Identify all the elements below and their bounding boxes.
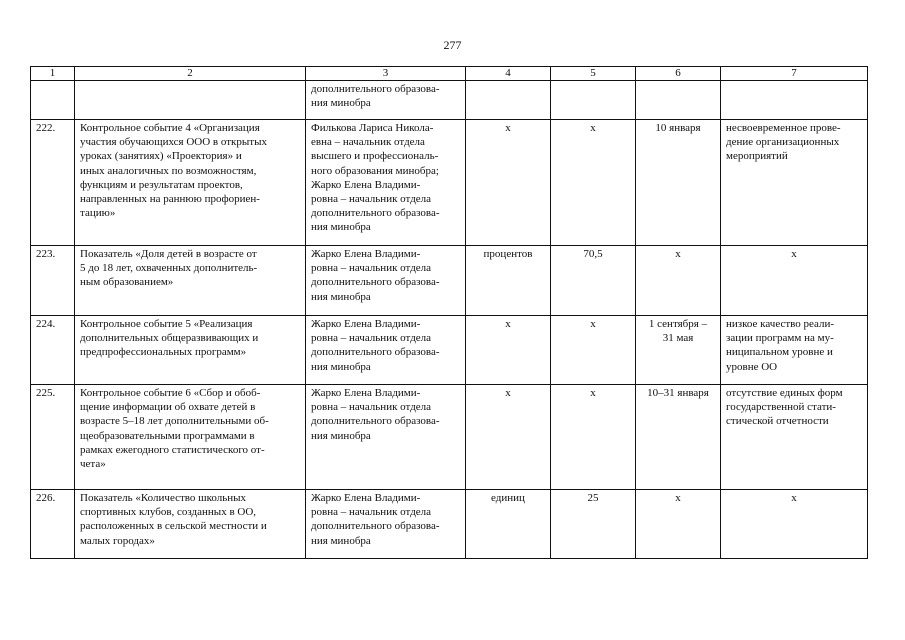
- unit: х: [466, 316, 551, 385]
- deadline: х: [636, 246, 721, 316]
- row-number: 224.: [31, 316, 75, 385]
- column-header-6: 6: [636, 67, 721, 81]
- page-number: 277: [443, 38, 462, 52]
- responsible-person: Жарко Елена Владими- ровна – начальник отдела дополнительного образова- ния минобра: [306, 385, 466, 490]
- deadline: [636, 81, 721, 120]
- value: [551, 81, 636, 120]
- event-name: Контрольное событие 6 «Сбор и обоб- щение информации об охвате детей в возрасте 5–18 лет дополнительными об- щеобразовательными программами в рамках ежегодного статистического от- чета»: [75, 385, 306, 490]
- column-header-5: 5: [551, 67, 636, 81]
- event-name: Контрольное событие 4 «Организация участия обучающихся ООО в открытых уроках (занятиях) «Проектория» и иных аналогичных по возможностям, функциям и результатам проектов, направленных на раннюю профориен- тацию»: [75, 120, 306, 246]
- row-number: 226.: [31, 490, 75, 559]
- plan-table: [30, 66, 868, 559]
- column-header-2: 2: [75, 67, 306, 81]
- table-row: [31, 490, 868, 559]
- column-header-1: 1: [31, 67, 75, 81]
- event-name: Показатель «Количество школьных спортивных клубов, созданных в ОО, расположенных в сельской местности и малых городах»: [75, 490, 306, 559]
- event-name: Контрольное событие 5 «Реализация дополнительных общеразвивающих и предпрофессиональных программ»: [75, 316, 306, 385]
- responsible-person: Жарко Елена Владими- ровна – начальник отдела дополнительного образова- ния минобра: [306, 490, 466, 559]
- value: 70,5: [551, 246, 636, 316]
- row-number: 222.: [31, 120, 75, 246]
- table-row: [31, 120, 868, 246]
- continuation-row: [31, 81, 868, 120]
- unit: [466, 81, 551, 120]
- value: 25: [551, 490, 636, 559]
- unit: единиц: [466, 490, 551, 559]
- row-number: 225.: [31, 385, 75, 490]
- table-row: [31, 246, 868, 316]
- event-name: Показатель «Доля детей в возрасте от 5 до 18 лет, охваченных дополнитель- ным образованием»: [75, 246, 306, 316]
- responsible-person: дополнительного образова- ния минобра: [306, 81, 466, 120]
- risk: х: [721, 490, 868, 559]
- unit: х: [466, 385, 551, 490]
- header-row: [31, 67, 868, 81]
- unit: процентов: [466, 246, 551, 316]
- column-header-3: 3: [306, 67, 466, 81]
- deadline: х: [636, 490, 721, 559]
- unit: х: [466, 120, 551, 246]
- deadline: 10–31 января: [636, 385, 721, 490]
- responsible-person: Жарко Елена Владими- ровна – начальник отдела дополнительного образова- ния минобра: [306, 316, 466, 385]
- risk: х: [721, 246, 868, 316]
- table-row: [31, 316, 868, 385]
- risk: отсутствие единых форм государственной стати- стической отчетности: [721, 385, 868, 490]
- deadline: 1 сентября – 31 мая: [636, 316, 721, 385]
- row-number: 223.: [31, 246, 75, 316]
- risk: [721, 81, 868, 120]
- column-header-4: 4: [466, 67, 551, 81]
- responsible-person: Филькова Лариса Никола- евна – начальник отдела высшего и профессиональ- ного образования минобра; Жарко Елена Владими- ровна – начальник отдела дополнительного образова- ния минобра: [306, 120, 466, 246]
- deadline: 10 января: [636, 120, 721, 246]
- value: х: [551, 385, 636, 490]
- risk: низкое качество реали- зации программ на му- ниципальном уровне и уровне ОО: [721, 316, 868, 385]
- value: х: [551, 120, 636, 246]
- risk: несвоевременное прове- дение организационных мероприятий: [721, 120, 868, 246]
- value: х: [551, 316, 636, 385]
- responsible-person: Жарко Елена Владими- ровна – начальник отдела дополнительного образова- ния минобра: [306, 246, 466, 316]
- event-name: [75, 81, 306, 120]
- row-number: [31, 81, 75, 120]
- table-row: [31, 385, 868, 490]
- column-header-7: 7: [721, 67, 868, 81]
